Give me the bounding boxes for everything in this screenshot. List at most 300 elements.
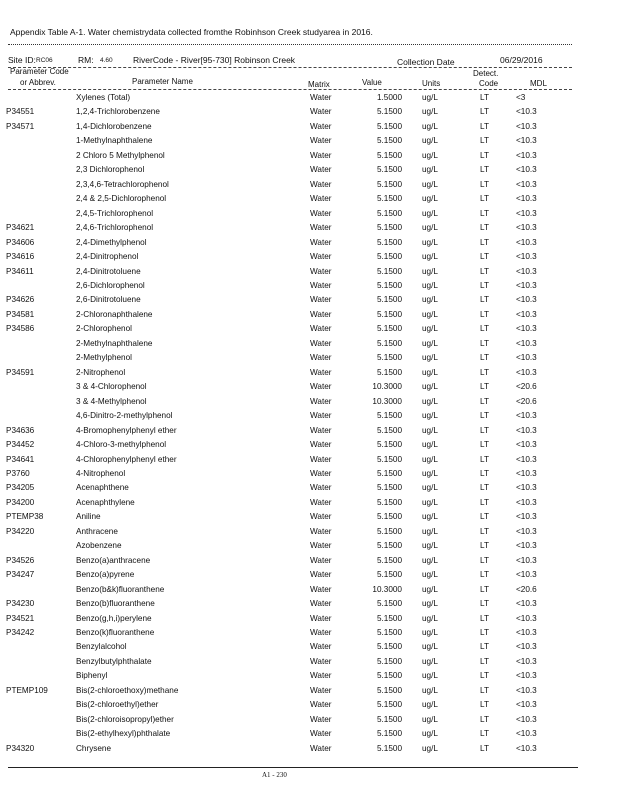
cell-parameter-code: P34551 xyxy=(6,107,35,117)
cell-parameter-name: Benzo(k)fluoranthene xyxy=(76,628,155,638)
cell-matrix: Water xyxy=(310,671,332,681)
cell-mdl: <10.3 xyxy=(516,179,537,189)
cell-units: ug/L xyxy=(422,208,438,218)
cell-value: 5.1500 xyxy=(376,526,402,536)
cell-units: ug/L xyxy=(422,280,438,290)
cell-detect-code: LT xyxy=(480,440,489,450)
cell-detect-code: LT xyxy=(480,208,489,218)
cell-parameter-name: 2-Nitrophenol xyxy=(76,367,126,377)
table-row xyxy=(0,223,618,238)
table-row xyxy=(0,411,618,426)
table-row xyxy=(0,209,618,224)
cell-parameter-name: Bis(2-chloroisopropyl)ether xyxy=(76,714,174,724)
cell-matrix: Water xyxy=(310,526,332,536)
cell-matrix: Water xyxy=(310,468,332,478)
cell-parameter-code: P34621 xyxy=(6,223,35,233)
cell-matrix: Water xyxy=(310,338,332,348)
cell-detect-code: LT xyxy=(480,671,489,681)
table-row xyxy=(0,614,618,629)
cell-mdl: <10.3 xyxy=(516,555,537,565)
river-code: RiverCode - River[95-730] Robinson Creek xyxy=(133,55,296,65)
cell-detect-code: LT xyxy=(480,425,489,435)
cell-matrix: Water xyxy=(310,194,332,204)
cell-units: ug/L xyxy=(422,396,438,406)
cell-matrix: Water xyxy=(310,555,332,565)
table-row xyxy=(0,729,618,744)
cell-value: 5.1500 xyxy=(376,309,402,319)
cell-parameter-name: 4-Chlorophenylphenyl ether xyxy=(76,454,177,464)
table-row xyxy=(0,180,618,195)
cell-value: 5.1500 xyxy=(376,280,402,290)
cell-value: 5.1500 xyxy=(376,555,402,565)
cell-parameter-code: P34591 xyxy=(6,367,35,377)
cell-value: 5.1500 xyxy=(376,266,402,276)
cell-value: 5.1500 xyxy=(376,483,402,493)
table-row xyxy=(0,585,618,600)
cell-parameter-name: 2,6-Dinitrotoluene xyxy=(76,295,141,305)
cell-mdl: <10.3 xyxy=(516,440,537,450)
cell-mdl: <10.3 xyxy=(516,512,537,522)
table-row xyxy=(0,642,618,657)
cell-parameter-name: Benzo(g,h,i)perylene xyxy=(76,613,152,623)
cell-parameter-name: 2,4-Dinitrophenol xyxy=(76,252,139,262)
table-row xyxy=(0,93,618,108)
cell-mdl: <20.6 xyxy=(516,382,537,392)
cell-units: ug/L xyxy=(422,555,438,565)
cell-parameter-code: PTEMP38 xyxy=(6,512,44,522)
cell-mdl: <3 xyxy=(516,93,526,102)
cell-matrix: Water xyxy=(310,642,332,652)
cell-matrix: Water xyxy=(310,136,332,146)
cell-parameter-name: 2-Chloronaphthalene xyxy=(76,309,153,319)
rm-label: RM: xyxy=(78,55,94,65)
cell-value: 5.1500 xyxy=(376,512,402,522)
cell-parameter-name: 2,4-Dinitrotoluene xyxy=(76,266,141,276)
cell-mdl: <10.3 xyxy=(516,541,537,551)
cell-mdl: <10.3 xyxy=(516,165,537,175)
table-row xyxy=(0,556,618,571)
cell-parameter-name: 1-Methylnaphthalene xyxy=(76,136,153,146)
cell-detect-code: LT xyxy=(480,555,489,565)
cell-parameter-name: 1,4-Dichlorobenzene xyxy=(76,121,152,131)
cell-parameter-name: 3 & 4-Chlorophenol xyxy=(76,382,147,392)
cell-parameter-code: P34641 xyxy=(6,454,35,464)
cell-value: 5.1500 xyxy=(376,353,402,363)
table-row xyxy=(0,715,618,730)
cell-units: ug/L xyxy=(422,121,438,131)
cell-mdl: <10.3 xyxy=(516,483,537,493)
cell-mdl: <10.3 xyxy=(516,642,537,652)
cell-parameter-code: P34611 xyxy=(6,266,34,276)
cell-matrix: Water xyxy=(310,223,332,233)
cell-detect-code: LT xyxy=(480,454,489,464)
cell-value: 10.3000 xyxy=(372,382,402,392)
cell-mdl: <20.6 xyxy=(516,396,537,406)
cell-detect-code: LT xyxy=(480,223,489,233)
table-row xyxy=(0,353,618,368)
cell-value: 1.5000 xyxy=(376,93,402,102)
cell-detect-code: LT xyxy=(480,483,489,493)
table-row xyxy=(0,136,618,151)
cell-matrix: Water xyxy=(310,208,332,218)
cell-units: ug/L xyxy=(422,165,438,175)
cell-parameter-code: P34571 xyxy=(6,121,35,131)
cell-units: ug/L xyxy=(422,338,438,348)
cell-detect-code: LT xyxy=(480,642,489,652)
cell-value: 5.1500 xyxy=(376,656,402,666)
cell-value: 5.1500 xyxy=(376,223,402,233)
cell-parameter-name: 2,3,4,6-Tetrachlorophenol xyxy=(76,179,169,189)
cell-units: ug/L xyxy=(422,309,438,319)
cell-detect-code: LT xyxy=(480,367,489,377)
cell-matrix: Water xyxy=(310,541,332,551)
table-row xyxy=(0,657,618,672)
cell-matrix: Water xyxy=(310,121,332,131)
cell-matrix: Water xyxy=(310,700,332,710)
cell-detect-code: LT xyxy=(480,280,489,290)
cell-mdl: <10.3 xyxy=(516,656,537,666)
table-row xyxy=(0,107,618,122)
cell-mdl: <10.3 xyxy=(516,613,537,623)
cell-units: ug/L xyxy=(422,367,438,377)
cell-matrix: Water xyxy=(310,628,332,638)
table-row xyxy=(0,469,618,484)
cell-units: ug/L xyxy=(422,382,438,392)
cell-parameter-name: 2-Methylphenol xyxy=(76,353,132,363)
table-row xyxy=(0,570,618,585)
cell-value: 5.1500 xyxy=(376,700,402,710)
cell-units: ug/L xyxy=(422,468,438,478)
cell-matrix: Water xyxy=(310,382,332,392)
table-row xyxy=(0,599,618,614)
cell-matrix: Water xyxy=(310,252,332,262)
cell-matrix: Water xyxy=(310,179,332,189)
cell-detect-code: LT xyxy=(480,584,489,594)
cell-parameter-name: 2 Chloro 5 Methylphenol xyxy=(76,150,165,160)
cell-units: ug/L xyxy=(422,150,438,160)
table-row xyxy=(0,541,618,556)
table-row xyxy=(0,440,618,455)
cell-detect-code: LT xyxy=(480,309,489,319)
table-row xyxy=(0,686,618,701)
cell-parameter-name: 2,6-Dichlorophenol xyxy=(76,280,145,290)
cell-value: 5.1500 xyxy=(376,179,402,189)
col-matrix: Matrix xyxy=(308,80,330,89)
cell-detect-code: LT xyxy=(480,700,489,710)
cell-parameter-name: 2,4,5-Trichlorophenol xyxy=(76,208,154,218)
cell-matrix: Water xyxy=(310,425,332,435)
cell-matrix: Water xyxy=(310,309,332,319)
cell-value: 5.1500 xyxy=(376,685,402,695)
cell-value: 5.1500 xyxy=(376,729,402,739)
title-divider xyxy=(8,44,572,45)
cell-units: ug/L xyxy=(422,570,438,580)
cell-matrix: Water xyxy=(310,367,332,377)
cell-matrix: Water xyxy=(310,656,332,666)
cell-units: ug/L xyxy=(422,266,438,276)
cell-matrix: Water xyxy=(310,440,332,450)
cell-value: 5.1500 xyxy=(376,324,402,334)
table-row xyxy=(0,267,618,282)
cell-detect-code: LT xyxy=(480,512,489,522)
table-row xyxy=(0,512,618,527)
cell-detect-code: LT xyxy=(480,338,489,348)
cell-parameter-code: P34606 xyxy=(6,237,35,247)
col-param-name: Parameter Name xyxy=(132,77,193,86)
cell-detect-code: LT xyxy=(480,150,489,160)
table-row xyxy=(0,483,618,498)
cell-detect-code: LT xyxy=(480,396,489,406)
cell-matrix: Water xyxy=(310,411,332,421)
table-row xyxy=(0,498,618,513)
table-row xyxy=(0,671,618,686)
cell-parameter-name: Benzylalcohol xyxy=(76,642,127,652)
cell-detect-code: LT xyxy=(480,685,489,695)
cell-value: 5.1500 xyxy=(376,714,402,724)
cell-parameter-code: P34200 xyxy=(6,497,35,507)
cell-parameter-code: P3760 xyxy=(6,468,30,478)
cell-value: 5.1500 xyxy=(376,541,402,551)
cell-units: ug/L xyxy=(422,252,438,262)
cell-units: ug/L xyxy=(422,743,438,753)
table-row xyxy=(0,368,618,383)
cell-parameter-name: 2-Methylnaphthalene xyxy=(76,338,153,348)
cell-matrix: Water xyxy=(310,483,332,493)
page-number: A1 - 230 xyxy=(262,771,287,779)
table-row xyxy=(0,324,618,339)
cell-detect-code: LT xyxy=(480,266,489,276)
cell-value: 5.1500 xyxy=(376,570,402,580)
col-or-abbrev: or Abbrev. xyxy=(20,78,56,87)
cell-parameter-name: 1,2,4-Trichlorobenzene xyxy=(76,107,160,117)
cell-value: 5.1500 xyxy=(376,628,402,638)
cell-parameter-name: Azobenzene xyxy=(76,541,122,551)
page-title: Appendix Table A-1. Water chemistrydata collected fromthe Robinhson Creek studyarea in 2016. xyxy=(10,27,373,37)
cell-value: 5.1500 xyxy=(376,468,402,478)
cell-matrix: Water xyxy=(310,599,332,609)
cell-matrix: Water xyxy=(310,237,332,247)
col-value: Value xyxy=(362,78,382,87)
cell-units: ug/L xyxy=(422,107,438,117)
cell-mdl: <20.6 xyxy=(516,584,537,594)
cell-value: 5.1500 xyxy=(376,194,402,204)
cell-value: 5.1500 xyxy=(376,497,402,507)
cell-parameter-code: P34616 xyxy=(6,252,35,262)
cell-detect-code: LT xyxy=(480,743,489,753)
cell-matrix: Water xyxy=(310,150,332,160)
cell-detect-code: LT xyxy=(480,295,489,305)
cell-units: ug/L xyxy=(422,599,438,609)
cell-detect-code: LT xyxy=(480,729,489,739)
cell-value: 5.1500 xyxy=(376,671,402,681)
cell-matrix: Water xyxy=(310,497,332,507)
table-row xyxy=(0,527,618,542)
table-row xyxy=(0,281,618,296)
table-row xyxy=(0,238,618,253)
cell-detect-code: LT xyxy=(480,714,489,724)
cell-mdl: <10.3 xyxy=(516,150,537,160)
cell-matrix: Water xyxy=(310,93,332,102)
cell-mdl: <10.3 xyxy=(516,468,537,478)
table-row xyxy=(0,744,618,759)
cell-mdl: <10.3 xyxy=(516,700,537,710)
rm-value: 4.60 xyxy=(100,57,113,64)
cell-mdl: <10.3 xyxy=(516,454,537,464)
cell-parameter-name: Benzo(a)anthracene xyxy=(76,555,151,565)
site-id-label: Site ID: xyxy=(8,55,36,65)
cell-matrix: Water xyxy=(310,165,332,175)
cell-matrix: Water xyxy=(310,512,332,522)
cell-detect-code: LT xyxy=(480,252,489,262)
cell-detect-code: LT xyxy=(480,107,489,117)
cell-detect-code: LT xyxy=(480,179,489,189)
cell-value: 5.1500 xyxy=(376,150,402,160)
cell-detect-code: LT xyxy=(480,656,489,666)
cell-matrix: Water xyxy=(310,613,332,623)
cell-detect-code: LT xyxy=(480,324,489,334)
cell-detect-code: LT xyxy=(480,613,489,623)
cell-units: ug/L xyxy=(422,237,438,247)
cell-parameter-code: P34230 xyxy=(6,599,35,609)
site-id-value: RC06 xyxy=(36,57,53,64)
cell-units: ug/L xyxy=(422,526,438,536)
cell-parameter-name: Benzo(b)fluoranthene xyxy=(76,599,155,609)
cell-units: ug/L xyxy=(422,179,438,189)
cell-value: 5.1500 xyxy=(376,743,402,753)
cell-parameter-code: P34636 xyxy=(6,425,35,435)
cell-value: 5.1500 xyxy=(376,121,402,131)
cell-detect-code: LT xyxy=(480,194,489,204)
cell-parameter-name: 4-Chloro-3-methylphenol xyxy=(76,440,167,450)
cell-value: 5.1500 xyxy=(376,613,402,623)
cell-mdl: <10.3 xyxy=(516,425,537,435)
cell-parameter-code: P34626 xyxy=(6,295,35,305)
cell-units: ug/L xyxy=(422,136,438,146)
cell-parameter-name: 4-Nitrophenol xyxy=(76,468,126,478)
table-row xyxy=(0,151,618,166)
cell-detect-code: LT xyxy=(480,136,489,146)
cell-detect-code: LT xyxy=(480,93,489,102)
cell-matrix: Water xyxy=(310,107,332,117)
col-code: Code xyxy=(479,79,499,88)
cell-parameter-code: P34586 xyxy=(6,324,35,334)
cell-mdl: <10.3 xyxy=(516,309,537,319)
cell-units: ug/L xyxy=(422,295,438,305)
cell-parameter-code: P34247 xyxy=(6,570,35,580)
collection-date-value: 06/29/2016 xyxy=(500,55,543,65)
cell-parameter-name: 2,4,6-Trichlorophenol xyxy=(76,223,154,233)
cell-parameter-name: Acenaphthylene xyxy=(76,497,135,507)
table-row xyxy=(0,628,618,643)
table-row xyxy=(0,397,618,412)
cell-value: 5.1500 xyxy=(376,454,402,464)
cell-units: ug/L xyxy=(422,223,438,233)
footer-rule xyxy=(8,767,578,768)
cell-parameter-code: P34452 xyxy=(6,440,35,450)
cell-mdl: <10.3 xyxy=(516,121,537,131)
cell-parameter-name: Aniline xyxy=(76,512,101,522)
table-row xyxy=(0,165,618,180)
cell-parameter-name: Bis(2-chloroethoxy)methane xyxy=(76,685,179,695)
cell-mdl: <10.3 xyxy=(516,338,537,348)
cell-mdl: <10.3 xyxy=(516,353,537,363)
cell-mdl: <10.3 xyxy=(516,685,537,695)
cell-mdl: <10.3 xyxy=(516,497,537,507)
cell-value: 5.1500 xyxy=(376,367,402,377)
cell-matrix: Water xyxy=(310,729,332,739)
table-row xyxy=(0,339,618,354)
cell-parameter-name: 4,6-Dinitro-2-methylphenol xyxy=(76,411,173,421)
cell-parameter-name: Acenaphthene xyxy=(76,483,129,493)
cell-mdl: <10.3 xyxy=(516,252,537,262)
cell-mdl: <10.3 xyxy=(516,295,537,305)
cell-mdl: <10.3 xyxy=(516,136,537,146)
cell-parameter-name: Benzo(a)pyrene xyxy=(76,570,135,580)
cell-value: 5.1500 xyxy=(376,237,402,247)
col-mdl: MDL xyxy=(530,79,547,88)
cell-mdl: <10.3 xyxy=(516,526,537,536)
cell-matrix: Water xyxy=(310,353,332,363)
cell-units: ug/L xyxy=(422,483,438,493)
cell-detect-code: LT xyxy=(480,497,489,507)
cell-units: ug/L xyxy=(422,194,438,204)
cell-value: 5.1500 xyxy=(376,440,402,450)
cell-units: ug/L xyxy=(422,714,438,724)
col-detect: Detect. xyxy=(473,69,499,78)
cell-matrix: Water xyxy=(310,570,332,580)
col-units: Units xyxy=(422,79,441,88)
cell-units: ug/L xyxy=(422,411,438,421)
cell-matrix: Water xyxy=(310,280,332,290)
cell-units: ug/L xyxy=(422,685,438,695)
cell-parameter-code: P34526 xyxy=(6,555,35,565)
table-row xyxy=(0,700,618,715)
cell-parameter-name: Bis(2-ethylhexyl)phthalate xyxy=(76,729,171,739)
cell-parameter-name: Benzylbutylphthalate xyxy=(76,656,152,666)
cell-parameter-code: P34320 xyxy=(6,743,35,753)
cell-mdl: <10.3 xyxy=(516,223,537,233)
table-row xyxy=(0,382,618,397)
cell-units: ug/L xyxy=(422,93,438,102)
cell-units: ug/L xyxy=(422,729,438,739)
cell-parameter-name: 4-Bromophenylphenyl ether xyxy=(76,425,177,435)
cell-units: ug/L xyxy=(422,642,438,652)
cell-mdl: <10.3 xyxy=(516,266,537,276)
cell-parameter-name: Benzo(b&k)fluoranthene xyxy=(76,584,165,594)
cell-units: ug/L xyxy=(422,353,438,363)
cell-matrix: Water xyxy=(310,743,332,753)
cell-parameter-code: P34242 xyxy=(6,628,35,638)
cell-units: ug/L xyxy=(422,497,438,507)
cell-detect-code: LT xyxy=(480,526,489,536)
cell-mdl: <10.3 xyxy=(516,324,537,334)
cell-matrix: Water xyxy=(310,584,332,594)
cell-detect-code: LT xyxy=(480,382,489,392)
cell-parameter-name: 2,4 & 2,5-Dichlorophenol xyxy=(76,194,167,204)
table-row xyxy=(0,310,618,325)
table-row xyxy=(0,295,618,310)
cell-matrix: Water xyxy=(310,685,332,695)
cell-detect-code: LT xyxy=(480,468,489,478)
cell-detect-code: LT xyxy=(480,628,489,638)
cell-parameter-code: P34581 xyxy=(6,309,35,319)
col-param-code: Parameter Code xyxy=(10,67,69,76)
cell-parameter-code: P34220 xyxy=(6,526,35,536)
cell-parameter-name: Xylenes (Total) xyxy=(76,93,131,102)
cell-mdl: <10.3 xyxy=(516,208,537,218)
cell-value: 5.1500 xyxy=(376,136,402,146)
cell-parameter-name: Anthracene xyxy=(76,526,118,536)
